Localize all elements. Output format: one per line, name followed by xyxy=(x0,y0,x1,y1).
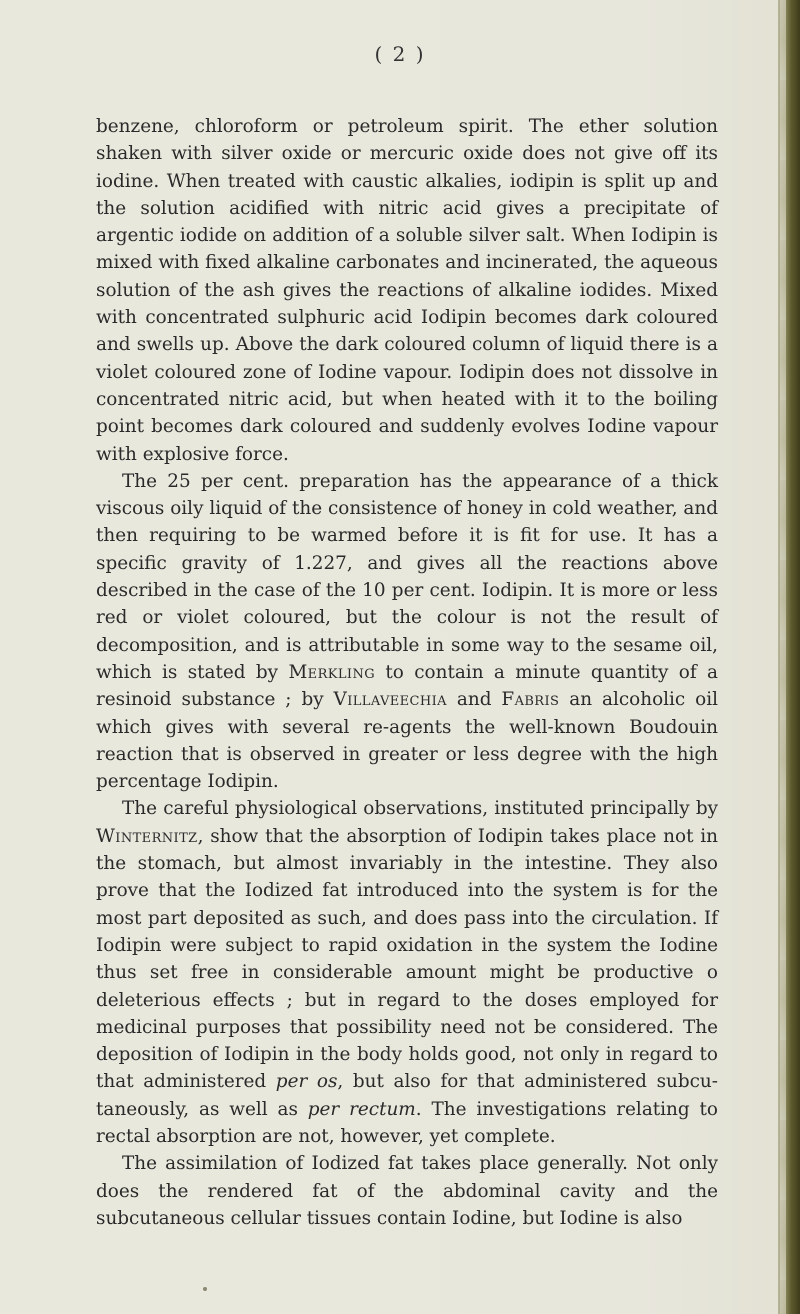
author-name: Villaveechia xyxy=(333,689,447,711)
body-text xyxy=(96,113,718,1232)
text-run: to contain a minute quantity of a resinoid substance ; by xyxy=(96,661,718,711)
text-run: benzene, chloroform or petroleum spirit. The ether solution shaken with silver oxide or mercuric oxide does not give off its iodine. When treated with caustic alkalies, iodipin is split up and the solution acidified with nitric acid gives a precipitate of argentic iodide on addition of a soluble silver salt. When Iodipin is mixed with fixed alkaline carbonates and incinerated, the aqueous solution of the ash gives the reactions of alkaline iodides. Mixed with concentrated sulphuric acid Iodipin becomes dark coloured and swells up. Above the dark coloured column of liquid there is a violet coloured zone of Iodine vapour. Iodipin does not dissolve in concentrated nitric acid, but when heated with it to the boiling point becomes dark coloured and suddenly evolves Iodine vapour with explosive force. xyxy=(96,116,718,465)
text-run: . The investigations relating to rectal absorption are not, however, yet complete. xyxy=(96,1098,719,1147)
text-run: The assimilation of Iodized fat takes place generally. Not only does the rendered fat of the abdominal cavity and the subcutaneous cellular tissues contain Iodine, but Iodine is also xyxy=(96,1153,718,1229)
page-edge-highlight xyxy=(780,0,786,1314)
text-run: and xyxy=(446,689,502,711)
text-run: , but also for that administered subcu-taneously, as well as xyxy=(96,1071,718,1120)
latin-phrase: per os xyxy=(275,1071,338,1093)
paragraph xyxy=(96,795,718,1150)
text-run: an alcoholic oil which gives with several re-agents the well-known Boudouin reaction that is observed in greater or less degree with the high percentage Iodipin. xyxy=(96,689,718,793)
page-number: ( 2 ) xyxy=(374,42,426,66)
paragraph xyxy=(96,468,718,796)
author-name: Fabris xyxy=(501,689,560,711)
page-edge xyxy=(778,0,800,1314)
text-run: The careful physiological observations, instituted principally by xyxy=(122,798,718,820)
author-name: Winternitz xyxy=(96,825,198,847)
paragraph xyxy=(96,113,718,468)
text-run: , show that the absorption of Iodipin takes place not in the stomach, but almost invariably in the intestine. They also prove that the Iodized fat introduced into the system is for the most part deposited as such, and does pass into the circulation. If Iodipin were subject to rapid oxidation in the system the Iodine thus set free in considerable amount might be productive o deleterious effects ; but in regard to the doses employed for medicinal purposes that possibility need not be considered. The deposition of Iodipin in the body holds good, not only in regard to that administered xyxy=(96,825,718,1093)
author-name: Merkling xyxy=(288,661,376,683)
speck xyxy=(203,1287,207,1291)
text-run: The 25 per cent. preparation has the appearance of a thick viscous oily liquid of the consistence of honey in cold weather, and then requiring to be warmed before it is fit for use. It has a specific gravity of 1.227, and gives all the reactions above described in the case of the 10 per cent. Iodipin. It is more or less red or violet coloured, but the colour is not the result of decomposition, and is attributable in some way to the sesame oil, which is stated by xyxy=(96,470,718,683)
paragraph xyxy=(96,1150,718,1232)
latin-phrase: per rectum xyxy=(307,1098,416,1120)
